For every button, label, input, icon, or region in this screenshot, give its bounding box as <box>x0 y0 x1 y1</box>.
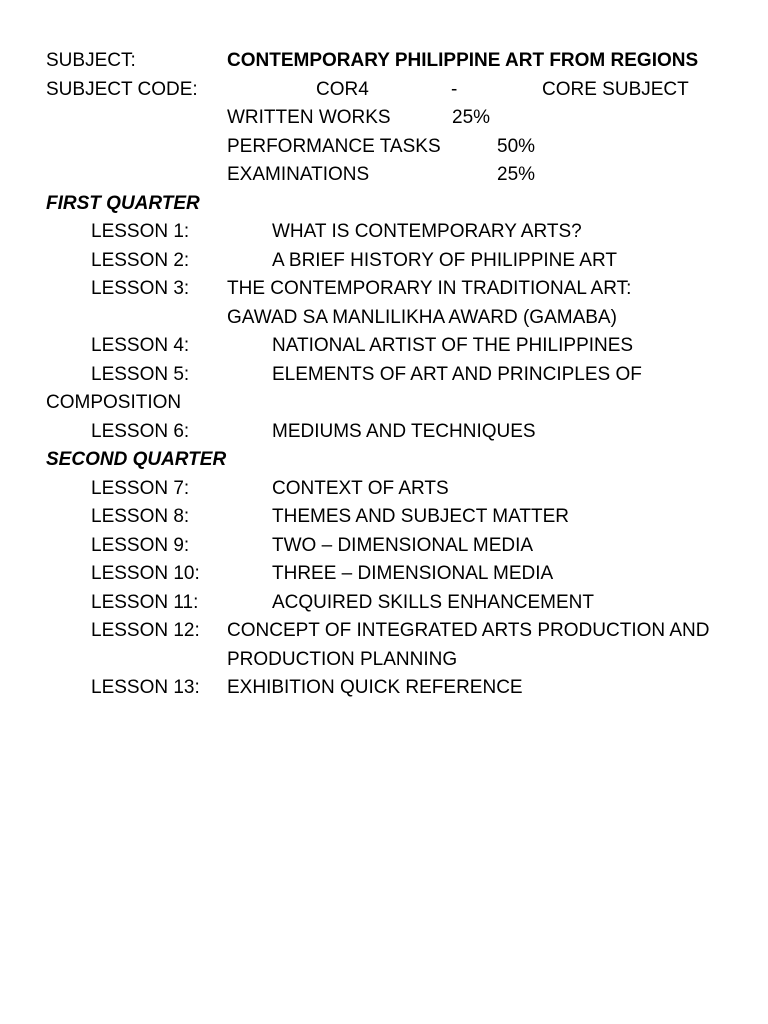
lesson-title: CONTEXT OF ARTS <box>272 478 449 499</box>
subject-code-value: COR4 <box>316 79 369 100</box>
lesson-label: LESSON 5: <box>91 364 190 385</box>
lesson-title: NATIONAL ARTIST OF THE PHILIPPINES <box>272 335 634 356</box>
lesson-title: ELEMENTS OF ART AND PRINCIPLES OF <box>272 364 642 385</box>
quarter-heading-second: SECOND QUARTER <box>46 449 227 470</box>
lesson-label: LESSON 7: <box>91 478 190 499</box>
lesson-title: A BRIEF HISTORY OF PHILIPPINE ART <box>272 250 617 271</box>
grading-label: EXAMINATIONS <box>227 164 370 185</box>
lesson-label: LESSON 4: <box>91 335 190 356</box>
lesson-title: WHAT IS CONTEMPORARY ARTS? <box>272 221 582 242</box>
lesson-title: MEDIUMS AND TECHNIQUES <box>272 421 536 442</box>
lesson-label: LESSON 3: <box>91 278 190 299</box>
grading-value: 50% <box>497 136 536 157</box>
subject-code-label: SUBJECT CODE: <box>46 79 198 100</box>
grading-label: WRITTEN WORKS <box>227 107 391 128</box>
grading-value: 25% <box>497 164 536 185</box>
lesson-label: LESSON 9: <box>91 535 190 556</box>
lesson-title: THREE – DIMENSIONAL MEDIA <box>272 563 554 584</box>
lesson-title: TWO – DIMENSIONAL MEDIA <box>272 535 534 556</box>
lesson-title: CONCEPT OF INTEGRATED ARTS PRODUCTION AND <box>227 620 710 641</box>
lesson-label: LESSON 8: <box>91 506 190 527</box>
lesson-title-continued: GAWAD SA MANLILIKHA AWARD (GAMABA) <box>227 307 617 328</box>
subject-code-type: CORE SUBJECT <box>542 79 689 100</box>
lesson-label: LESSON 10: <box>91 563 200 584</box>
subject-label: SUBJECT: <box>46 50 136 71</box>
grading-label: PERFORMANCE TASKS <box>227 136 441 157</box>
subject-value: CONTEMPORARY PHILIPPINE ART FROM REGIONS <box>227 50 699 71</box>
lesson-label: LESSON 12: <box>91 620 200 641</box>
subject-code-separator: - <box>451 79 458 100</box>
lesson-title: EXHIBITION QUICK REFERENCE <box>227 677 523 698</box>
grading-value: 25% <box>452 107 491 128</box>
lesson-label: LESSON 13: <box>91 677 200 698</box>
lesson-label: LESSON 2: <box>91 250 190 271</box>
lesson-title-continued: COMPOSITION <box>46 392 182 413</box>
lesson-label: LESSON 1: <box>91 221 190 242</box>
lesson-title: THE CONTEMPORARY IN TRADITIONAL ART: <box>227 278 632 299</box>
lesson-label: LESSON 6: <box>91 421 190 442</box>
lesson-title: THEMES AND SUBJECT MATTER <box>272 506 569 527</box>
quarter-heading-first: FIRST QUARTER <box>46 193 200 214</box>
lesson-title-continued: PRODUCTION PLANNING <box>227 649 458 670</box>
lesson-title: ACQUIRED SKILLS ENHANCEMENT <box>272 592 595 613</box>
lesson-label: LESSON 11: <box>91 592 199 613</box>
